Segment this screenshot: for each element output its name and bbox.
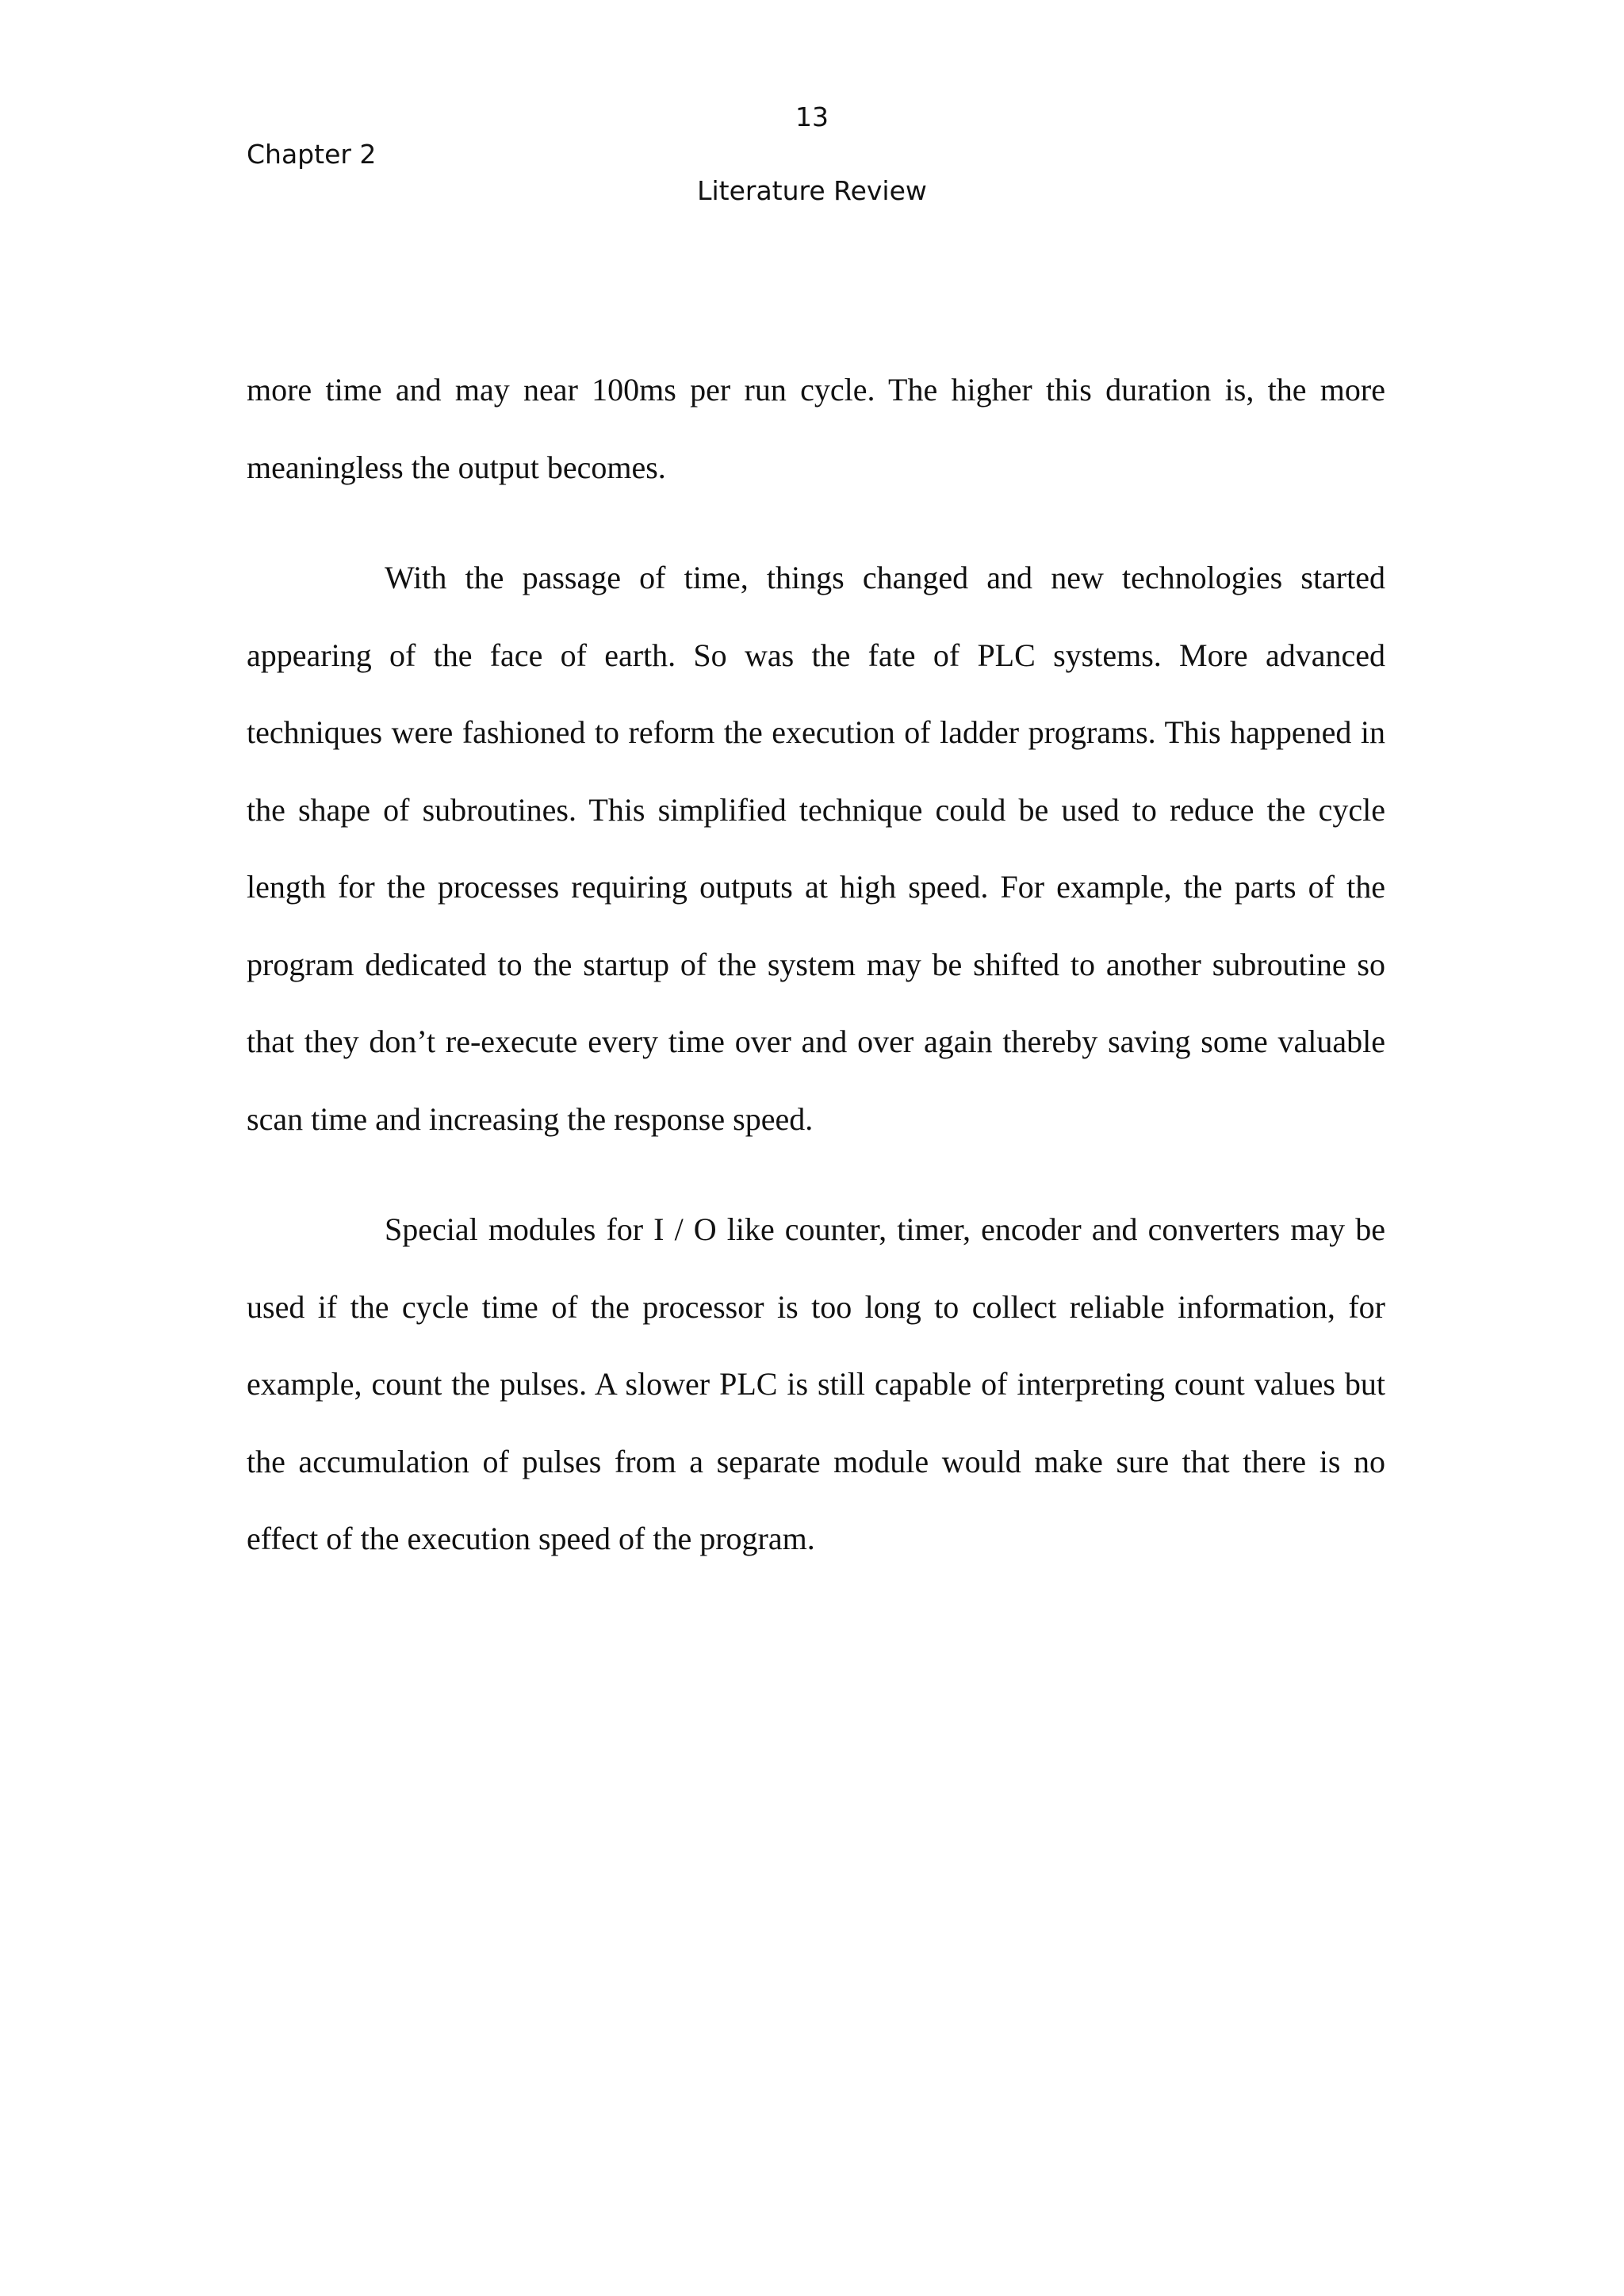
paragraph-subroutines: With the passage of time, things changed and new technologies started appearing of the face of earth. So was the fate of PLC systems. More advanced techniques were fashioned to reform the execution of ladder programs. This happened in the shape of subroutines. This simplified technique could be used to reduce the cycle length for the processes requiring outputs at high speed. For example, the parts of the program dedicated to the startup of the system may be shifted to another subroutine so that they don’t re-execute every time over and over again thereby saving some valuable scan time and increasing the response speed. — [247, 560, 1385, 1137]
section-title: Literature Review — [697, 175, 927, 206]
paragraph-special-modules: Special modules for I / O like counter, timer, encoder and converters may be used if the cycle time of the processor is too long to collect reliable information, for example, count the pulses. A slower PLC is still capable of interpreting count values but the accumulation of pulses from a separate module would make sure that there is no effect of the execution speed of the program. — [247, 1211, 1385, 1556]
paragraph-continuation: more time and may near 100ms per run cycle. The higher this duration is, the more meaningless the output becomes. — [247, 372, 1385, 485]
chapter-label: Chapter 2 — [247, 139, 377, 170]
body-text — [247, 351, 1385, 1611]
page-number: 13 — [795, 101, 829, 132]
